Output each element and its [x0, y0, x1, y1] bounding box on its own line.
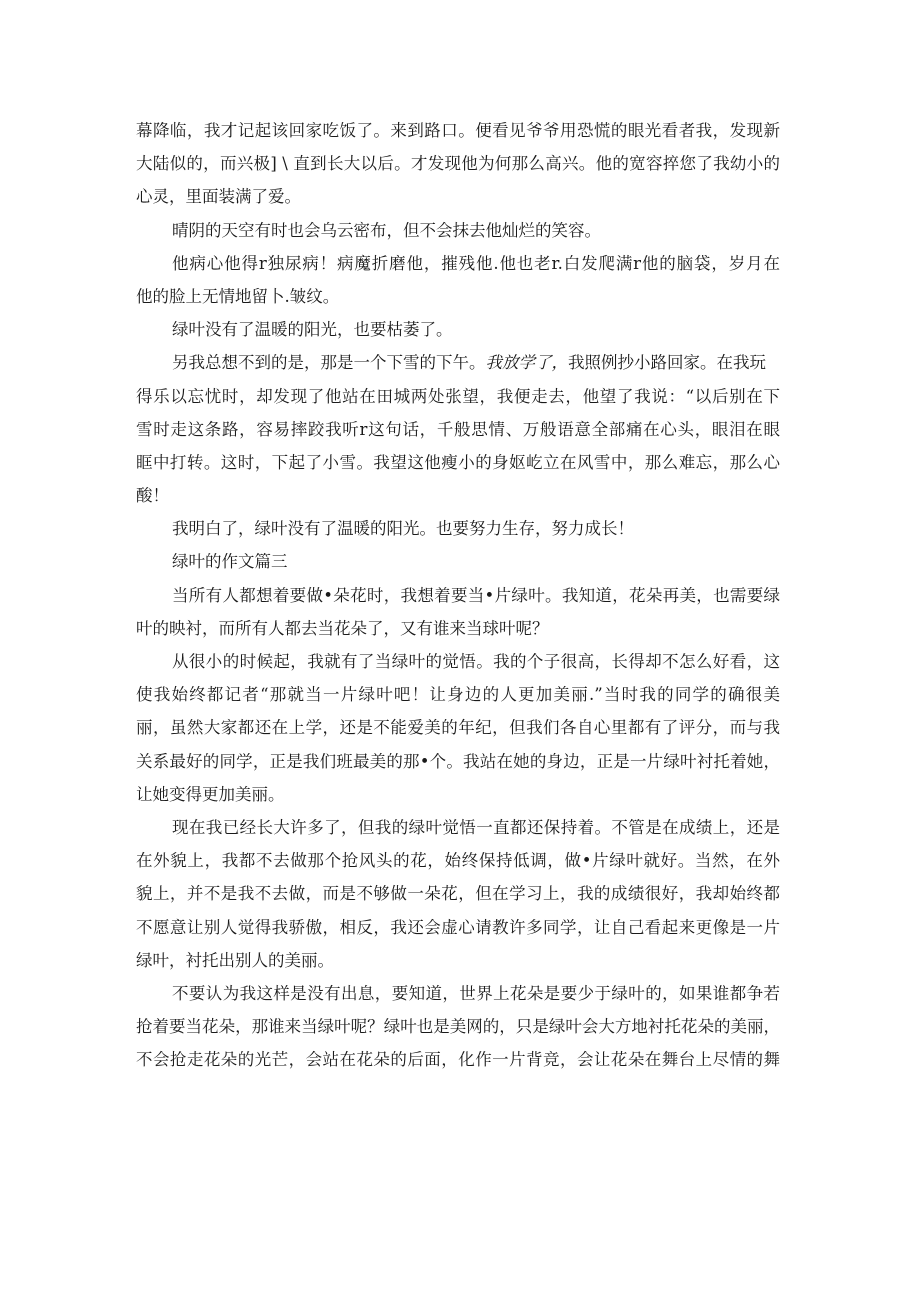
text-line: 让她变得更加美丽。	[136, 784, 285, 804]
text-line: 他的脸上无情地留卜.皱纹。	[136, 286, 340, 306]
text-line: 得乐以忘忧时，却发现了他站在田城两处张望，我便走去，他望了我说：“以后别在下	[136, 386, 780, 406]
text-line: 雪时走这条路，容易摔跤我听r这句话，千般思情、万般语意全部痛在心头，眼泪在眼	[136, 419, 780, 439]
text-line: 心灵，里面装满了爱。	[136, 187, 301, 207]
text-line: 使我始终都记者“那就当一片绿叶吧！让身边的人更加美丽.”当时我的同学的确很美	[136, 685, 780, 705]
text-line: 大陆似的，而兴极] \ 直到长大以后。才发现他为何那么高兴。他的宽容捽您了我幼小的	[136, 154, 780, 174]
text-segment: 另我总想不到的是，那是一个下雪的下午。	[172, 353, 486, 373]
text-line: 眶中打转。这时，下起了小雪。我望这他瘦小的身妪屹立在风雪中，那么难忘，那么心	[136, 452, 780, 472]
text-line-mixed	[136, 346, 780, 379]
text-segment: 我照例抄小路回家。在我玩	[568, 353, 766, 373]
text-line: 现在我已经长大许多了，但我的绿叶觉悟一直都还保持着。不管是在成绩上，还是	[172, 817, 780, 837]
text-line: 当所有人都想着要做•朵花时，我想着要当•片绿叶。我知道，花朵再美，也需要绿	[172, 585, 780, 605]
text-line: 丽，虽然大家都还在上学，还是不能爱美的年纪，但我们各自心里都有了评分，而与我	[136, 718, 780, 738]
text-line: 我明白了，绿叶没有了温暖的阳光。也要努力生存，努力成长！	[172, 519, 634, 539]
text-line: 从很小的时候起，我就有了当绿叶的觉悟。我的个子很高，长得却不怎么好看，这	[172, 652, 780, 671]
text-line: 幕降临，我才记起该回家吃饭了。来到路口。便看见爷爷用恐慌的眼光看者我，发现新	[136, 121, 780, 140]
text-line: 叶的映衬，而所有人都去当花朵了，又有谁来当球叶呢？	[136, 618, 549, 638]
text-line: 关系最好的同学，正是我们班最美的那•个。我站在她的身边，正是一片绿叶衬托着她，	[136, 751, 780, 771]
text-line: 抢着要当花朵，那谁来当绿叶呢？绿叶也是美网的，只是绿叶会大方地衬托花朵的美丽，	[136, 1017, 780, 1037]
text-line: 他病心他得r独尿病！病魔折磨他，摧残他.他也老r.白发爬满r他的脑袋，岁月在	[172, 253, 780, 273]
text-line: 绿叶，衬托出别人的美丽。	[136, 950, 334, 970]
text-line: 不愿意让别人觉得我骄傲，相反，我还会虚心请教许多同学，让自己看起来更像是一片	[136, 917, 780, 937]
italic-text-segment: 我放学了，	[485, 353, 568, 373]
text-line: 晴阴的天空有时也会乌云密布，但不会抹去他灿烂的笑容。	[172, 220, 601, 240]
text-line: 貌上，并不是我不去做，而是不够做一朵花，但在学习上，我的成绩很好，我却始终都	[136, 884, 780, 904]
text-line: 不要认为我这样是没有出息，要知道，世界上花朵是要少于绿叶的，如果谁都争若	[172, 983, 780, 1003]
text-line: 酸！	[136, 486, 169, 506]
text-line: 绿叶没有了温暖的阳光，也要枯萎了。	[172, 320, 453, 340]
text-line: 在外貌上，我都不去做那个抢风头的花，始终保持低调，做•片绿叶就好。当然，在外	[136, 851, 780, 871]
text-line: 不会抢走花朵的光芒，会站在花朵的后面，化作一片背竞，会让花朵在舞台上尽情的舞	[136, 1050, 780, 1070]
section-heading: 绿叶的作文篇三	[172, 552, 288, 572]
essay-body	[136, 114, 780, 1076]
